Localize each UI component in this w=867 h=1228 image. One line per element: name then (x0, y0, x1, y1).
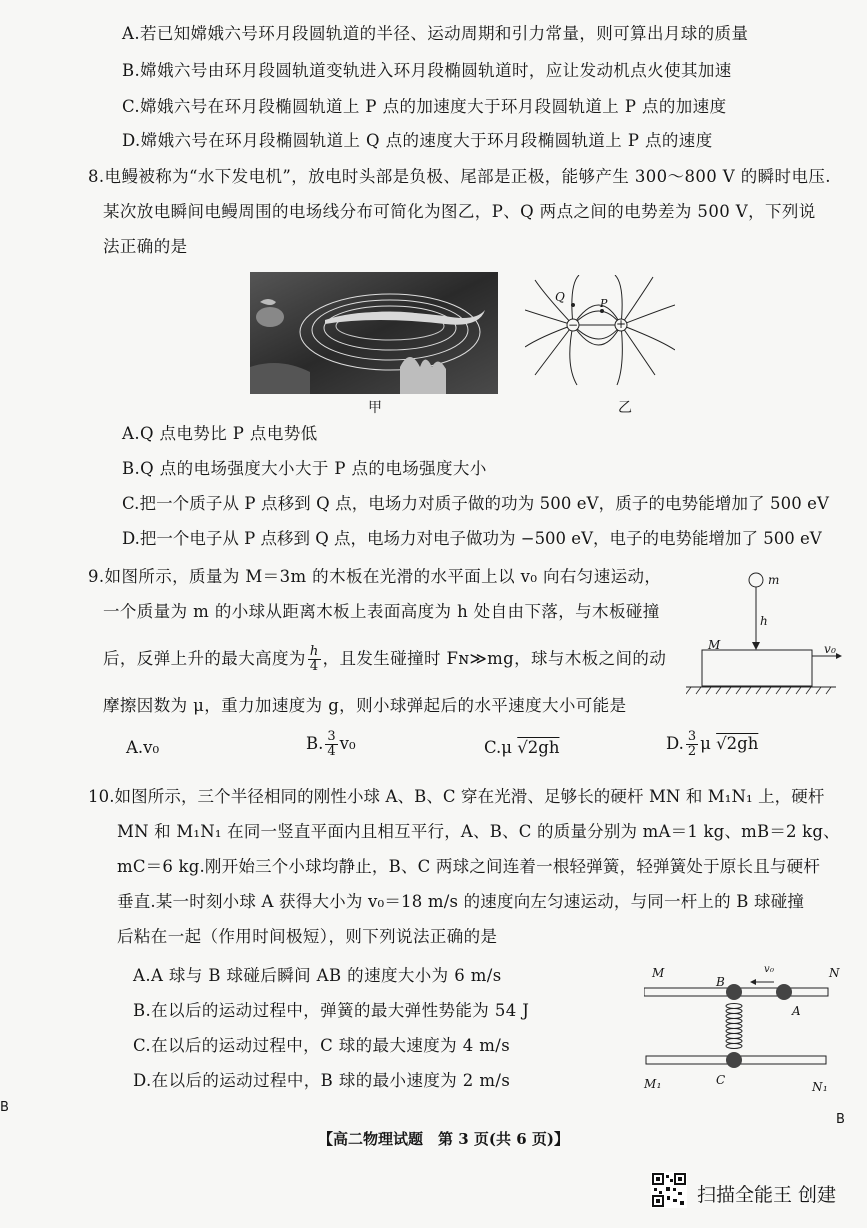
q9-option-a: A.v₀ (126, 738, 160, 757)
q9-stem-line3: 后，反弹上升的最大高度为 $\frac{h}{4}$ ，且发生碰撞时 Fɴ≫mg，球与木板之间的动 (103, 644, 667, 674)
q9-option-c: C.μ √2gh (484, 738, 560, 757)
rod-end-n-label: N (829, 966, 840, 980)
q10-option-b: B.在以后的运动过程中，弹簧的最大弹性势能为 54 J (133, 1001, 530, 1020)
board-velocity-label: v₀ (824, 642, 837, 656)
negative-charge-sign: − (568, 318, 579, 332)
ball-b-label: B (716, 975, 726, 989)
eel-photo-figure (250, 272, 498, 394)
ball-c-label: C (716, 1073, 726, 1087)
ball-a-label: A (792, 1004, 802, 1018)
field-label-p: P (600, 297, 608, 310)
q8-stem-line1: 8.电鳗被称为“水下发电机”，放电时头部是负极、尾部是正极，能够产生 300～800 V 的瞬时电压. (88, 167, 831, 186)
q9-stem-line2: 一个质量为 m 的小球从距离木板上表面高度为 h 处自由下落，与木板碰撞 (103, 602, 660, 621)
rod-end-m-label: M (652, 966, 665, 980)
q9-option-b: B. $\frac{3}{4}$ v₀ (306, 729, 356, 759)
q10-stem-line5: 后粘在一起（作用时间极短），则下列说法正确的是 (117, 927, 498, 946)
q7-option-b: B.嫦娥六号由环月段圆轨道变轨进入环月段椭圆轨道时，应让发动机点火使其加速 (122, 61, 732, 80)
q8-option-b: B.Q 点的电场强度大小大于 P 点的电场强度大小 (122, 459, 487, 478)
rods-spring-diagram (644, 978, 834, 1078)
q8-option-c: C.把一个质子从 P 点移到 Q 点，电场力对质子做的功为 500 eV，质子的电势能增加了 500 eV (122, 494, 830, 513)
q10-option-d: D.在以后的运动过程中，B 球的最小速度为 2 m/s (133, 1071, 511, 1090)
rod-end-m1-label: M₁ (644, 1077, 662, 1091)
q8-stem-line3: 法正确的是 (103, 237, 188, 256)
scanner-brand-text: 扫描全能王 创建 (697, 1184, 837, 1206)
q10-stem-line1: 10.如图所示，三个半径相同的刚性小球 A、B、C 穿在光滑、足够长的硬杆 MN 和 M₁N₁ 上，硬杆 (88, 787, 825, 806)
field-label-q: Q (555, 290, 566, 304)
q7-option-c: C.嫦娥六号在环月段椭圆轨道上 P 点的加速度大于环月段圆轨道上 P 点的加速度 (122, 97, 727, 116)
q10-stem-line4: 垂直.某一时刻小球 A 获得大小为 v₀＝18 m/s 的速度向左匀速运动，与同一杆上的 B 球碰撞 (117, 892, 805, 911)
figure-jia-caption: 甲 (368, 400, 383, 416)
q7-option-a: A.若已知嫦娥六号环月段圆轨道的半径、运动周期和引力常量，则可算出月球的质量 (122, 24, 749, 43)
rod-end-n1-label: N₁ (812, 1080, 829, 1094)
q9-stem-line4: 摩擦因数为 μ，重力加速度为 g，则小球弹起后的水平速度大小可能是 (103, 696, 627, 715)
ball-mass-label: m (768, 573, 780, 587)
q10-stem-line3: mC＝6 kg.刚开始三个小球均静止，B、C 两球之间连着一根轻弹簧，轻弹簧处于原长且与硬杆 (117, 857, 821, 876)
q7-option-d: D.嫦娥六号在环月段椭圆轨道上 Q 点的速度大于环月段椭圆轨道上 P 点的速度 (122, 131, 713, 150)
q9-option-d: D. $\frac{3}{2}$ μ √2gh (666, 729, 759, 759)
positive-charge-sign: + (616, 317, 627, 331)
q10-option-c: C.在以后的运动过程中，C 球的最大速度为 4 m/s (133, 1036, 511, 1055)
q8-option-d: D.把一个电子从 P 点移到 Q 点，电场力对电子做功为 −500 eV，电子的电势能增加了 500 eV (122, 529, 822, 548)
qr-code-icon (651, 1172, 687, 1208)
q9-stem-line1: 9.如图所示，质量为 M＝3m 的木板在光滑的水平面上以 v₀ 向右匀速运动， (88, 567, 662, 586)
page-footer: 【高二物理试题 第 3 页(共 6 页)】 (318, 1130, 569, 1148)
height-label: h (760, 614, 769, 628)
figure-yi-caption: 乙 (618, 400, 633, 416)
corner-mark-right: B (836, 1112, 845, 1127)
board-ball-diagram (686, 568, 846, 698)
board-mass-label: M (708, 638, 721, 652)
q10-option-a: A.A 球与 B 球碰后瞬间 AB 的速度大小为 6 m/s (133, 966, 502, 985)
corner-mark-left: B (0, 1100, 9, 1115)
q10-stem-line2: MN 和 M₁N₁ 在同一竖直平面内且相互平行，A、B、C 的质量分别为 mA＝1 kg、mB＝2 kg、 (117, 822, 840, 841)
q8-stem-line2: 某次放电瞬间电鳗周围的电场线分布可简化为图乙，P、Q 两点之间的电势差为 500 V，下列说 (103, 202, 816, 221)
field-lines-diagram (525, 275, 675, 395)
q8-option-a: A.Q 点电势比 P 点电势低 (122, 424, 318, 443)
ball-a-velocity-label: v₀ (764, 964, 775, 975)
